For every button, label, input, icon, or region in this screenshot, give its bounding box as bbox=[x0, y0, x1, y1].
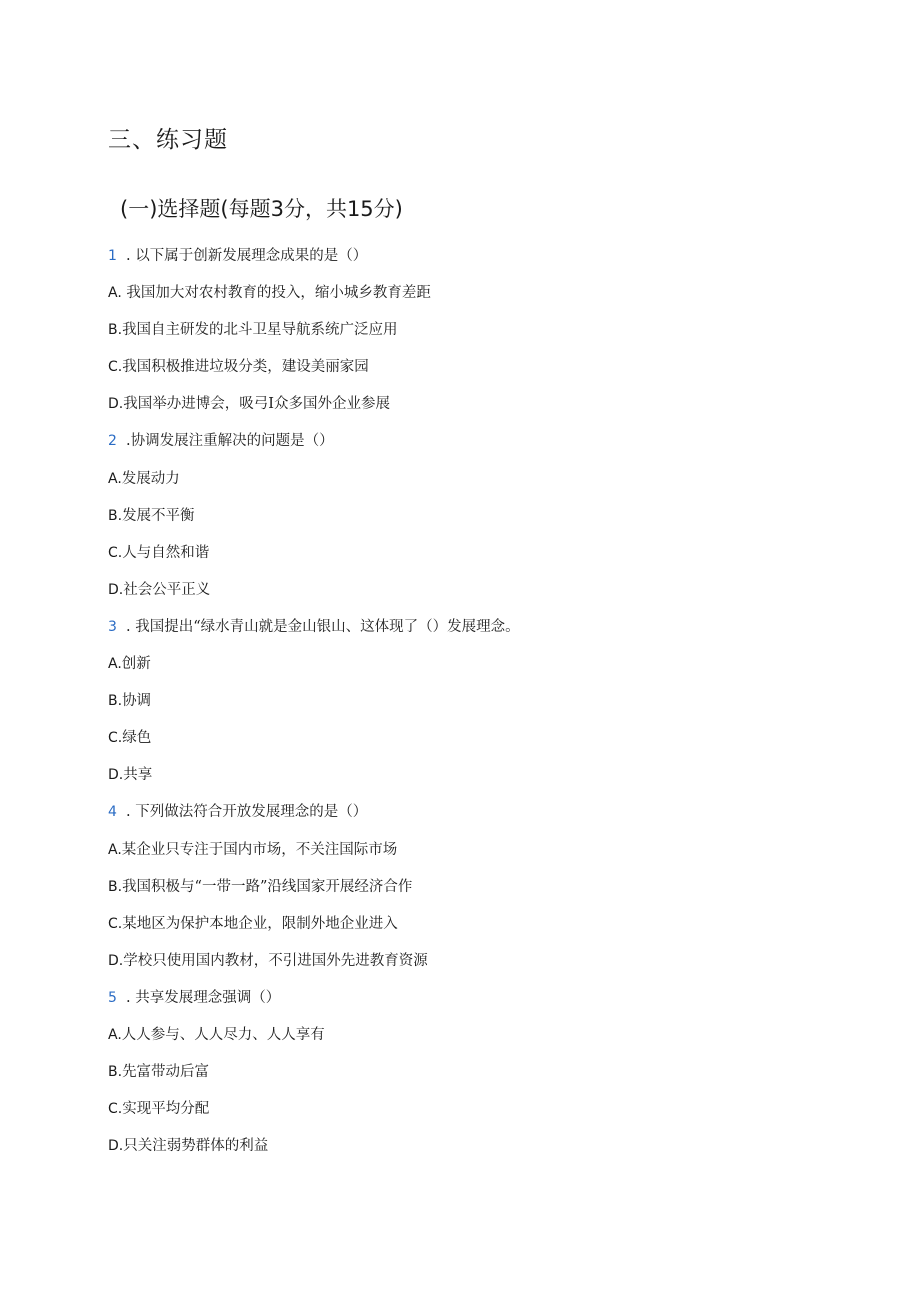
section-title: 三、练习题 bbox=[108, 127, 228, 153]
option-text: 某企业只专注于国内市场，不关注国际市场 bbox=[121, 841, 398, 858]
option-text: 我国积极推进垃圾分类，建设美丽家园 bbox=[122, 359, 369, 376]
option-text: 发展不平衡 bbox=[122, 507, 195, 524]
option-letter: A. bbox=[108, 656, 122, 673]
option-text: 我国积极与“一带一路”沿线国家开展经济合作 bbox=[122, 878, 413, 895]
question-text: . 我国提出“绿水青山就是金山银山、这体现了（）发展理念。 bbox=[126, 618, 520, 635]
option-text: 发展动力 bbox=[121, 470, 180, 487]
option-letter: B. bbox=[108, 1064, 123, 1081]
option-text: 学校只使用国内教材，不引进国外先进教育资源 bbox=[123, 952, 428, 969]
option-5b bbox=[108, 1059, 868, 1096]
option-1c bbox=[108, 354, 868, 391]
option-1d bbox=[108, 391, 868, 428]
option-text: 协调 bbox=[122, 693, 152, 710]
option-3c bbox=[108, 725, 868, 762]
option-2b bbox=[108, 503, 868, 540]
option-letter: B. bbox=[108, 507, 123, 524]
question-5 bbox=[108, 985, 868, 1022]
option-text: 人与自然和谐 bbox=[122, 544, 210, 561]
option-text: 共享 bbox=[123, 767, 153, 784]
option-text: 只关注弱势群体的利益 bbox=[123, 1138, 269, 1155]
option-2d bbox=[108, 577, 868, 614]
question-text: .协调发展注重解决的问题是（） bbox=[126, 433, 334, 450]
question-number: 1 bbox=[108, 248, 117, 264]
option-text: 我国举办进博会，吸弓I众多国外企业参展 bbox=[123, 396, 390, 413]
option-5c bbox=[108, 1096, 868, 1133]
question-list bbox=[108, 243, 868, 1170]
option-letter: D. bbox=[108, 581, 124, 598]
option-3a bbox=[108, 651, 868, 688]
option-letter: A. bbox=[108, 285, 122, 302]
option-letter: D. bbox=[108, 952, 124, 969]
sub-title: (一)选择题(每题3分，共15分) bbox=[120, 197, 403, 221]
option-4b bbox=[108, 874, 868, 911]
option-4d bbox=[108, 948, 868, 985]
option-letter: C. bbox=[108, 730, 123, 747]
option-letter: D. bbox=[108, 396, 124, 413]
option-letter: B. bbox=[108, 322, 123, 339]
option-text: 实现平均分配 bbox=[122, 1101, 210, 1118]
option-letter: C. bbox=[108, 915, 123, 932]
question-number: 5 bbox=[108, 989, 117, 1006]
option-letter: C. bbox=[108, 1101, 123, 1118]
question-4 bbox=[108, 799, 868, 836]
option-text: 绿色 bbox=[122, 730, 152, 747]
option-4c bbox=[108, 911, 868, 948]
option-4a bbox=[108, 837, 868, 874]
option-letter: A. bbox=[108, 1026, 122, 1043]
option-letter: D. bbox=[108, 767, 124, 784]
option-letter: C. bbox=[108, 359, 123, 376]
option-text: 社会公平正义 bbox=[123, 581, 211, 598]
question-text: . 下列做法符合开放发展理念的是（） bbox=[126, 804, 368, 821]
option-letter: B. bbox=[108, 878, 123, 895]
option-letter: A. bbox=[108, 470, 122, 487]
option-text: 先富带动后富 bbox=[122, 1064, 210, 1081]
question-3 bbox=[108, 614, 868, 651]
option-1a bbox=[108, 280, 868, 317]
question-number: 2 bbox=[108, 433, 117, 450]
option-1b bbox=[108, 317, 868, 354]
option-2a bbox=[108, 466, 868, 503]
question-2 bbox=[108, 428, 868, 465]
option-text: 我国加大对农村教育的投入，缩小城乡教育差距 bbox=[121, 285, 431, 302]
question-1 bbox=[108, 243, 868, 280]
option-letter: C. bbox=[108, 544, 123, 561]
option-letter: B. bbox=[108, 693, 123, 710]
question-number: 4 bbox=[108, 804, 117, 821]
option-text: 人人参与、人人尽力、人人享有 bbox=[121, 1026, 325, 1043]
question-text: . 共享发展理念强调（） bbox=[126, 989, 281, 1006]
option-2c bbox=[108, 540, 868, 577]
option-text: 创新 bbox=[121, 656, 151, 673]
question-number: 3 bbox=[108, 618, 117, 635]
question-text: . 以下属于创新发展理念成果的是（） bbox=[126, 248, 368, 264]
option-text: 某地区为保护本地企业，限制外地企业进入 bbox=[122, 915, 398, 932]
option-5a bbox=[108, 1022, 868, 1059]
option-3d bbox=[108, 762, 868, 799]
option-letter: A. bbox=[108, 841, 122, 858]
option-3b bbox=[108, 688, 868, 725]
option-letter: D. bbox=[108, 1138, 124, 1155]
option-5d bbox=[108, 1133, 868, 1170]
option-text: 我国自主研发的北斗卫星导航系统广泛应用 bbox=[122, 322, 398, 339]
